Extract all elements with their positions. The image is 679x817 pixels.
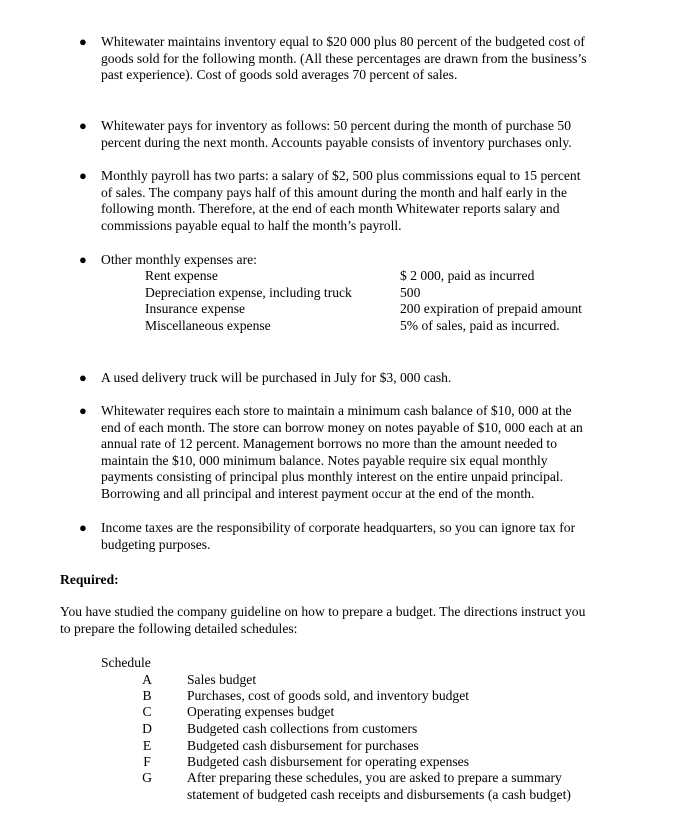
schedule-description: Budgeted cash disbursement for operating expenses <box>187 754 469 769</box>
schedule-description-line: After preparing these schedules, you are asked to prepare a summary <box>187 770 562 785</box>
bullet-dot-icon: ● <box>79 168 87 183</box>
schedule-description: Budgeted cash collections from customers <box>187 721 418 736</box>
expense-value: 500 <box>400 284 421 300</box>
bullet-line: commissions payable equal to half the month’s payroll. <box>101 217 402 233</box>
bullet-income-taxes <box>79 520 631 553</box>
bullet-monthly-payroll <box>79 168 631 234</box>
expense-label: Depreciation expense, including truck <box>145 284 352 300</box>
bullet-line: A used delivery truck will be purchased in July for $3, 000 cash. <box>101 370 452 385</box>
schedule-heading: Schedule <box>101 655 151 670</box>
schedule-description: Operating expenses budget <box>187 704 335 719</box>
bullet-line: Borrowing and all principal and interest payment occur at the end of the month. <box>101 485 535 501</box>
expense-row <box>145 301 665 318</box>
schedule-description <box>187 770 617 803</box>
bullet-dot-icon: ● <box>79 118 87 133</box>
schedule-letter: A <box>142 672 152 687</box>
schedule-description: Sales budget <box>187 672 257 687</box>
bullet-line: of sales. The company pays half of this amount during the month and half early in the <box>101 184 567 200</box>
expense-label: Insurance expense <box>145 301 246 317</box>
expense-value: $ 2 000, paid as incurred <box>400 268 535 283</box>
schedule-letter: E <box>142 738 152 753</box>
schedule-letter: G <box>142 770 152 785</box>
schedule-letter: D <box>142 721 152 736</box>
intro-paragraph <box>60 604 650 637</box>
bullet-delivery-truck <box>79 370 631 387</box>
bullet-dot-icon: ● <box>79 34 87 49</box>
bullet-other-expenses <box>79 252 631 269</box>
schedule-description: Budgeted cash disbursement for purchases <box>187 738 419 753</box>
expense-value: 200 expiration of prepaid amount <box>400 301 582 317</box>
bullet-line: Other monthly expenses are: <box>101 252 257 267</box>
schedule-description-line: statement of budgeted cash receipts and disbursements (a cash budget) <box>187 786 571 802</box>
bullet-line: Monthly payroll has two parts: a salary of $2, 500 plus commissions equal to 15 percent <box>101 168 581 183</box>
expense-row <box>145 318 665 335</box>
schedule-letter: B <box>142 688 152 703</box>
bullet-inventory-policy <box>79 34 631 84</box>
expense-row <box>145 285 665 302</box>
bullet-line: Whitewater pays for inventory as follows: 50 percent during the month of purchase 50 <box>101 118 571 133</box>
bullet-line: end of each month. The store can borrow money on notes payable of $10, 000 each at an <box>101 419 583 435</box>
bullet-cash-balance <box>79 403 631 503</box>
bullet-dot-icon: ● <box>79 403 87 418</box>
bullet-line: annual rate of 12 percent. Management borrows no more than the amount needed to <box>101 436 557 452</box>
schedule-letter: C <box>142 704 152 719</box>
bullet-line: Income taxes are the responsibility of corporate headquarters, so you can ignore tax for <box>101 520 576 535</box>
bullet-line: goods sold for the following month. (All these percentages are drawn from the business’s <box>101 50 587 66</box>
expense-label: Rent expense <box>145 268 218 283</box>
intro-line: to prepare the following detailed schedules: <box>60 620 298 636</box>
expense-value: 5% of sales, paid as incurred. <box>400 317 560 333</box>
expense-row <box>145 268 665 285</box>
required-heading: Required: <box>60 572 119 587</box>
other-expenses-table <box>145 268 665 334</box>
bullet-line: maintain the $10, 000 minimum balance. Notes payable require six equal monthly <box>101 452 548 468</box>
bullet-line: Whitewater maintains inventory equal to $20 000 plus 80 percent of the budgeted cost of <box>101 34 585 49</box>
bullet-line: percent during the next month. Accounts payable consists of inventory purchases only. <box>101 134 572 150</box>
bullet-line: payments consisting of principal plus monthly interest on the entire unpaid principal. <box>101 469 564 485</box>
bullet-dot-icon: ● <box>79 370 87 385</box>
schedule-description: Purchases, cost of goods sold, and inventory budget <box>187 688 470 703</box>
bullet-inventory-payment <box>79 118 631 151</box>
bullet-line: past experience). Cost of goods sold averages 70 percent of sales. <box>101 67 458 83</box>
schedule-letter: F <box>143 754 151 769</box>
bullet-line: following month. Therefore, at the end of each month Whitewater reports salary and <box>101 201 560 217</box>
bullet-dot-icon: ● <box>79 520 87 535</box>
bullet-line: budgeting purposes. <box>101 536 211 552</box>
intro-line: You have studied the company guideline on how to prepare a budget. The directions instruct you <box>60 604 586 619</box>
bullet-dot-icon: ● <box>79 252 87 267</box>
expense-label: Miscellaneous expense <box>145 317 271 333</box>
bullet-line: Whitewater requires each store to maintain a minimum cash balance of $10, 000 at the <box>101 403 572 418</box>
